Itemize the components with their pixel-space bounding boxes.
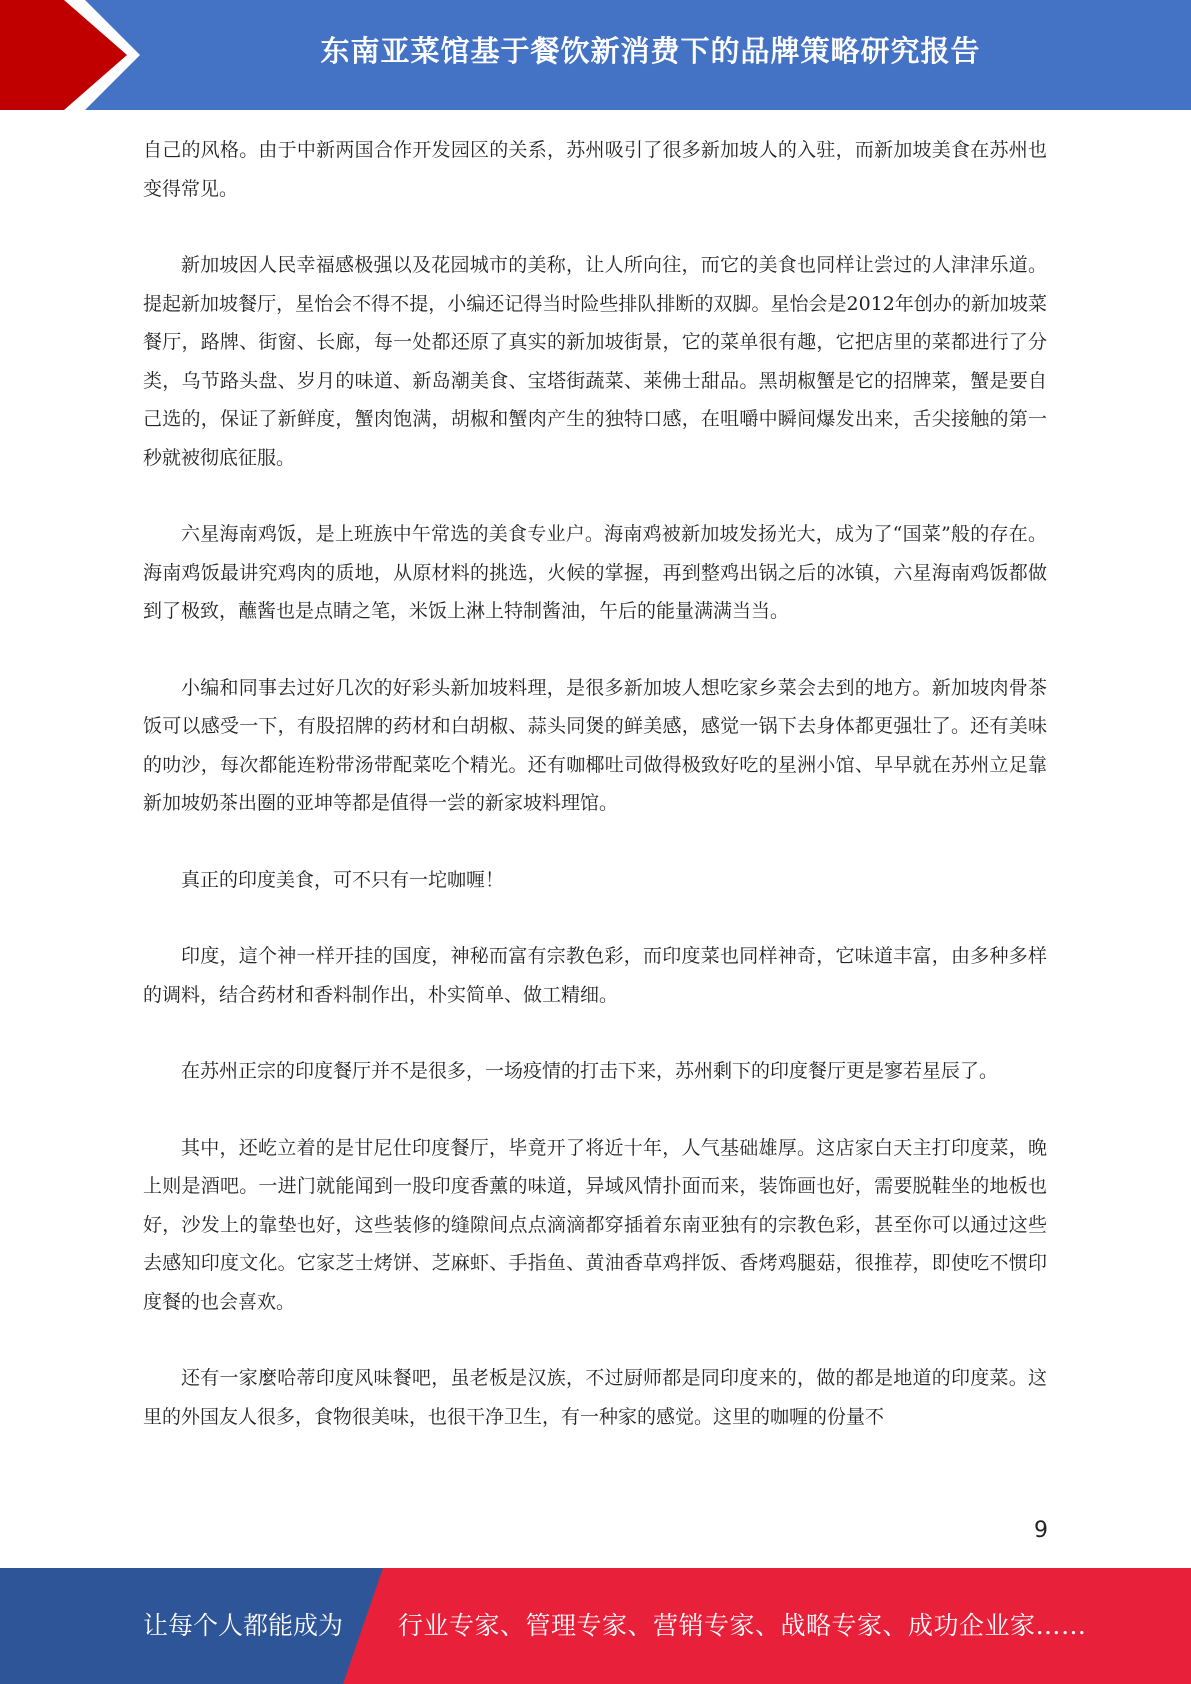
footer-slogan-left: 让每个人都能成为 [143, 1611, 344, 1640]
paragraph: 真正的印度美食，可不只有一坨咖喱！ [181, 868, 505, 891]
paragraph: 在苏州正宗的印度餐厅并不是很多，一场疫情的打击下来，苏州剩下的印度餐厅更是寥若星辰了。 [181, 1060, 999, 1082]
paragraph: 自己的风格。由于中新两国合作开发园区的关系，苏州吸引了很多新加坡人的入驻，而新加坡美食在苏州也变得常见。 [143, 139, 1047, 200]
paragraph: 其中，还屹立着的是甘尼仕印度餐厅，毕竟开了将近十年，人气基础雄厚。这店家白天主打印度菜，晚上则是酒吧。一进门就能闻到一股印度香薰的味道，异域风情扑面而来，装饰画也好，需要脱鞋坐的地板也好，沙发上的靠垫也好，这些装修的缝隙间点点滴滴都穿插着东南亚独有的宗教色彩，甚至你可以通过这些去感知印度文化。它家芝士烤饼、芝麻虾、手指鱼、黄油香草鸡拌饭、香烤鸡腿菇，很推荐，即使吃不惯印度餐的也会喜欢。 [143, 1136, 1047, 1313]
header-arrow-decoration [0, 0, 160, 110]
page-header [0, 0, 1191, 110]
footer-slogan-right: 行业专家、管理专家、营销专家、战略专家、成功企业家…… [398, 1611, 1087, 1640]
page-number: 9 [1034, 1518, 1048, 1543]
paragraph: 小编和同事去过好几次的好彩头新加坡料理，是很多新加坡人想吃家乡菜会去到的地方。新加坡肉骨茶饭可以感受一下，有股招牌的药材和白胡椒、蒜头同煲的鲜美感，感觉一锅下去身体都更强壮了。还有美味的叻沙，每次都能连粉带汤带配菜吃个精光。还有咖椰吐司做得极致好吃的星洲小馆、早早就在苏州立足靠新加坡奶茶出圈的亚坤等都是值得一尝的新家坡料理馆。 [143, 676, 1047, 814]
report-title: 东南亚菜馆基于餐饮新消费下的品牌策略研究报告 [320, 34, 981, 68]
paragraph: 六星海南鸡饭，是上班族中午常选的美食专业户。海南鸡被新加坡发扬光大，成为了“国菜”般的存在。海南鸡饭最讲究鸡肉的质地，从原材料的挑选，火候的掌握，再到整鸡出锅之后的冰镇，六星海南鸡饭都做到了极致，蘸酱也是点睛之笔，米饭上淋上特制酱油，午后的能量满满当当。 [143, 523, 1047, 622]
page-footer [0, 1568, 1191, 1684]
article-body [143, 131, 1047, 1474]
paragraph: 还有一家麼哈蒂印度风味餐吧，虽老板是汉族，不过厨师都是同印度来的，做的都是地道的印度菜。这里的外国友人很多，食物很美味，也很干净卫生，有一种家的感觉。这里的咖喱的份量不 [143, 1367, 1047, 1428]
paragraph: 印度，這个神一样开挂的国度，神秘而富有宗教色彩，而印度菜也同样神奇，它味道丰富，由多种多样的调料，结合药材和香料制作出，朴实简单、做工精细。 [143, 945, 1047, 1006]
paragraph: 新加坡因人民幸福感极强以及花园城市的美称，让人所向往，而它的美食也同样让尝过的人津津乐道。提起新加坡餐厅，星怡会不得不提，小编还记得当时险些排队排断的双脚。星怡会是2012年创办的新加坡菜餐厅，路牌、街窗、长廊，每一处都还原了真实的新加坡街景，它的菜单很有趣，它把店里的菜都进行了分类，乌节路头盘、岁月的味道、新岛潮美食、宝塔街蔬菜、莱佛士甜品。黑胡椒蟹是它的招牌菜，蟹是要自己选的，保证了新鲜度，蟹肉饱满，胡椒和蟹肉产生的独特口感，在咀嚼中瞬间爆发出来，舌尖接触的第一秒就被彻底征服。 [143, 254, 1047, 469]
